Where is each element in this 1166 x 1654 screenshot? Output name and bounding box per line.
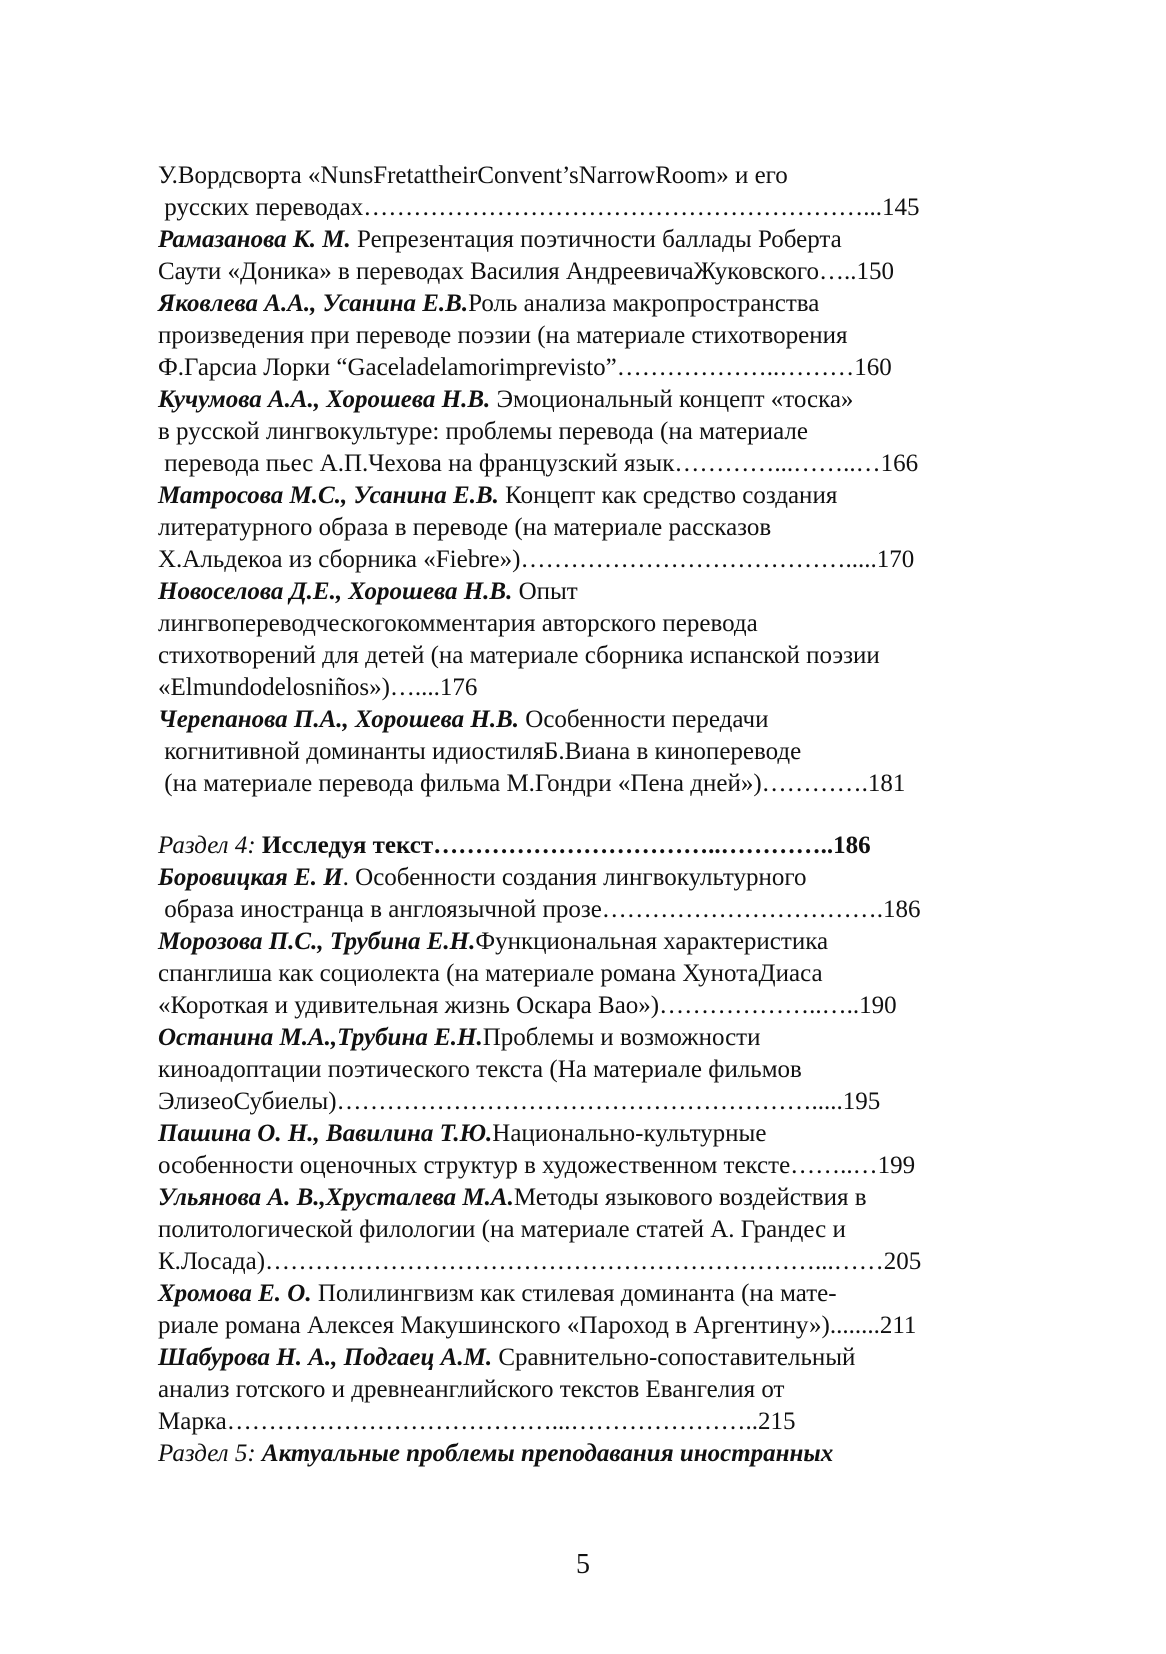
section-title: Актуальные проблемы преподавания иностранных <box>261 1440 834 1467</box>
entry-text: политологической филологии (на материале статей А. Грандес и <box>158 1216 846 1243</box>
entry-authors: Яковлева А.А., Усанина Е.В. <box>158 290 469 317</box>
entry-text: Марка…………………………………...…………………..215 <box>158 1408 796 1435</box>
entry-text: литературного образа в переводе (на материале рассказов <box>158 514 772 541</box>
toc-line <box>158 990 1018 1022</box>
toc-line <box>158 1214 1018 1246</box>
entry-title: Функциональная характеристика <box>475 928 829 955</box>
entry-title: . Особенности создания лингвокультурного <box>342 864 807 891</box>
entry-title: Полилингвизм как стилевая доминанта (на мате- <box>311 1280 837 1307</box>
toc-line <box>158 1406 1018 1438</box>
toc-line <box>158 352 1018 384</box>
entry-authors: Морозова П.С., Трубина Е.Н. <box>158 928 476 955</box>
toc-line <box>158 288 1018 320</box>
section-label: Раздел 4: <box>158 832 262 859</box>
section-heading <box>158 1438 1018 1470</box>
entry-authors: Боровицкая Е. И <box>158 864 343 891</box>
toc-line <box>158 894 1018 926</box>
entry-authors: Матросова М.С., Усанина Е.В. <box>158 482 499 509</box>
entry-authors: Шабурова Н. А., Подгаец А.М. <box>158 1344 493 1371</box>
entry-text: спанглиша как социолекта (на материале романа ХунотаДиаса <box>158 960 823 987</box>
entry-text: Х.Альдекоа из сборника «Fiebre»)………………………………….....170 <box>158 546 915 573</box>
section-heading <box>158 830 1018 862</box>
toc-line <box>158 926 1018 958</box>
entry-text: лингвопереводческогокомментария авторского перевода <box>158 610 758 637</box>
section-title: Исследуя текст……………………………..…………..186 <box>261 832 871 859</box>
toc-line <box>158 1246 1018 1278</box>
toc-line <box>158 448 1018 480</box>
toc-line <box>158 1086 1018 1118</box>
toc-line <box>158 1310 1018 1342</box>
table-of-contents <box>158 160 1018 1470</box>
toc-line <box>158 320 1018 352</box>
entry-text: ЭлизеоСубиелы)………………………………………………….....195 <box>158 1088 881 1115</box>
entry-title: Национально-культурные <box>492 1120 767 1147</box>
toc-line <box>158 1342 1018 1374</box>
toc-line <box>158 256 1018 288</box>
entry-text: перевода пьес А.П.Чехова на французский язык…………...……..…166 <box>158 450 919 477</box>
toc-line <box>158 640 1018 672</box>
entry-text: (на материале перевода фильма М.Гондри «Пена дней»)………….181 <box>158 770 906 797</box>
entry-authors: Пашина О. Н., Вавилина Т.Ю. <box>158 1120 493 1147</box>
entry-text: киноадоптации поэтического текста (На материале фильмов <box>158 1056 802 1083</box>
entry-authors: Хромова Е. О. <box>158 1280 312 1307</box>
entry-title: Опыт <box>512 578 578 605</box>
entry-text: стихотворений для детей (на материале сборника испанской поэзии <box>158 642 880 669</box>
entry-authors: Новоселова Д.Е., Хорошева Н.В. <box>158 578 513 605</box>
entry-text: «Elmundodelosniños»)…....176 <box>158 674 478 701</box>
entry-text: русских переводах……………………………………………………...145 <box>158 194 920 221</box>
toc-line <box>158 512 1018 544</box>
entry-title: Методы языкового воздействия в <box>513 1184 867 1211</box>
toc-line <box>158 736 1018 768</box>
toc-line <box>158 544 1018 576</box>
toc-line <box>158 1374 1018 1406</box>
toc-line <box>158 704 1018 736</box>
entry-title: Особенности передачи <box>519 706 769 733</box>
entry-title: Эмоциональный концепт «тоска» <box>490 386 854 413</box>
toc-line <box>158 576 1018 608</box>
toc-line <box>158 768 1018 800</box>
entry-authors: Рамазанова К. М. <box>158 226 351 253</box>
entry-authors: Черепанова П.А., Хорошева Н.В. <box>158 706 520 733</box>
toc-line <box>158 224 1018 256</box>
entry-text: «Короткая и удивительная жизнь Оскара Вао»)………………..…..190 <box>158 992 897 1019</box>
entry-title: Репрезентация поэтичности баллады Роберта <box>350 226 842 253</box>
toc-line <box>158 1022 1018 1054</box>
entry-title: Сравнительно-сопоставительный <box>492 1344 856 1371</box>
entry-text: анализ готского и древнеанглийского текстов Евангелия от <box>158 1376 785 1403</box>
entry-title: Роль анализа макропространства <box>468 290 820 317</box>
entry-text: в русской лингвокультуре: проблемы перевода (на материале <box>158 418 808 445</box>
toc-line <box>158 958 1018 990</box>
toc-line <box>158 480 1018 512</box>
entry-authors: Останина М.А.,Трубина Е.Н. <box>158 1024 483 1051</box>
toc-line <box>158 1278 1018 1310</box>
entry-title: Проблемы и возможности <box>482 1024 761 1051</box>
section-label: Раздел 5: <box>158 1440 262 1467</box>
entry-authors: Кучумова А.А., Хорошева Н.В. <box>158 386 491 413</box>
entry-text: особенности оценочных структур в художественном тексте……..…199 <box>158 1152 916 1179</box>
page-number: 5 <box>576 1549 590 1580</box>
entry-text: образа иностранца в англоязычной прозе…………………………….186 <box>158 896 921 923</box>
toc-line <box>158 608 1018 640</box>
toc-line <box>158 160 1018 192</box>
entry-text: произведения при переводе поэзии (на материале стихотворения <box>158 322 848 349</box>
entry-text: Саути «Доника» в переводах Василия АндреевичаЖуковского…..150 <box>158 258 894 285</box>
toc-line <box>158 1054 1018 1086</box>
entry-title: Концепт как средство создания <box>498 482 838 509</box>
entry-text: когнитивной доминанты идиостиляБ.Виана в кинопереводе <box>158 738 802 765</box>
toc-line <box>158 192 1018 224</box>
entry-text: риале романа Алексея Макушинского «Пароход в Аргентину»)........211 <box>158 1312 917 1339</box>
toc-line <box>158 862 1018 894</box>
entry-text: У.Вордсворта «NunsFretattheirConvent’sNarrowRoom» и его <box>158 162 788 189</box>
toc-line <box>158 416 1018 448</box>
entry-authors: Ульянова А. В.,Хрусталева М.А. <box>158 1184 514 1211</box>
entry-text: К.Лосада)…………………………………………………………...……205 <box>158 1248 922 1275</box>
toc-line <box>158 384 1018 416</box>
entry-text: Ф.Гарсиа Лорки “Gaceladelamorimprevisto”………………..………160 <box>158 354 892 381</box>
toc-line <box>158 1182 1018 1214</box>
toc-line <box>158 672 1018 704</box>
toc-line <box>158 1150 1018 1182</box>
toc-line <box>158 1118 1018 1150</box>
section-spacer <box>158 800 1018 830</box>
